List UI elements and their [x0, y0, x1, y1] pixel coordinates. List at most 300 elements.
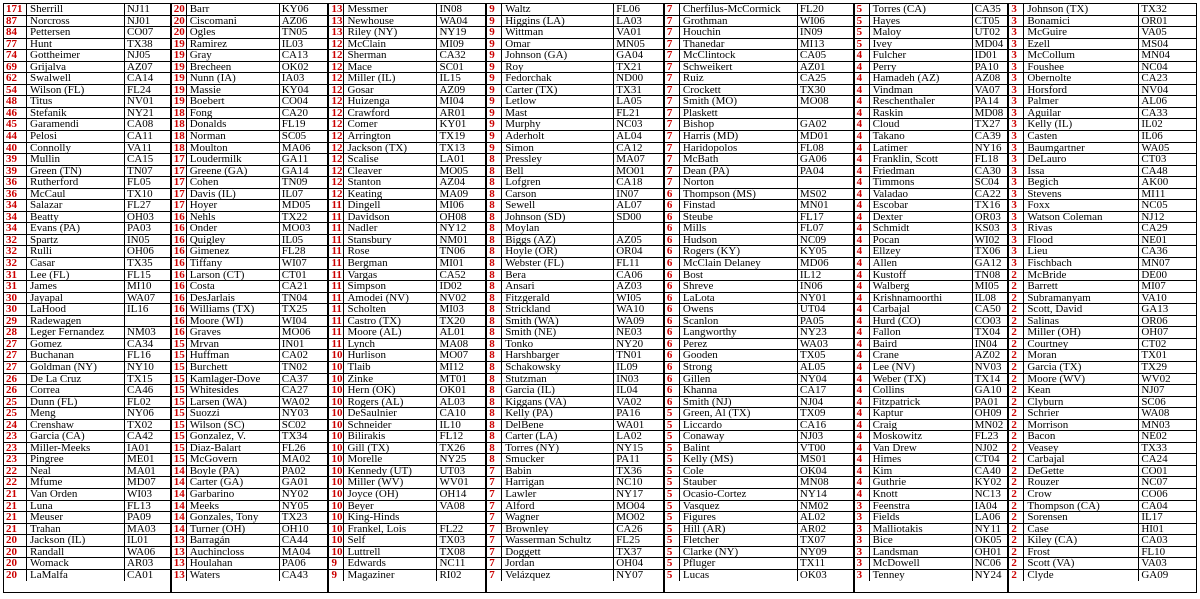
- member-name-cell: Dexter: [870, 212, 973, 223]
- table-row: [172, 27, 328, 39]
- district-cell: MT01: [439, 373, 467, 385]
- member-name-cell: Onder: [187, 223, 280, 234]
- member-name-cell: McClain Delaney: [680, 258, 798, 269]
- count-cell: 26: [4, 385, 27, 396]
- district-cell: UT03: [439, 465, 466, 477]
- table-row: [1009, 420, 1196, 432]
- district-cell: TX13: [439, 142, 466, 154]
- member-name-cell: Subramanyam: [1024, 293, 1139, 304]
- district-cell: MD01: [799, 131, 829, 142]
- table-row: [487, 235, 663, 247]
- count-cell: 16: [173, 281, 185, 293]
- member-name-cell: Brecheen: [187, 62, 280, 73]
- count-cell: 9: [487, 119, 502, 130]
- count-cell: 6: [665, 350, 680, 361]
- table-row: [172, 270, 328, 282]
- count-cell: 3: [1009, 235, 1024, 246]
- table-row: [487, 316, 663, 328]
- member-name-cell: Hamadeh (AZ): [870, 73, 973, 84]
- table-row: [172, 293, 328, 305]
- district-cell: TN08: [974, 269, 1001, 281]
- district-cell: MO02: [616, 512, 645, 523]
- district-cell: PA11: [616, 454, 640, 465]
- member-name-cell: Mullin: [27, 154, 125, 165]
- count-cell: 19: [173, 84, 185, 96]
- count-cell: 6: [665, 304, 680, 315]
- count-cell: 15: [173, 385, 185, 397]
- member-name-cell: Mrvan: [187, 339, 280, 350]
- district-cell: OH14: [439, 488, 467, 500]
- district-cell: AK00: [1141, 177, 1169, 188]
- member-name-cell: Cherfilus-McCormick: [680, 4, 798, 15]
- district-cell: NY01: [799, 292, 827, 304]
- district-cell: NY05: [281, 500, 309, 512]
- district-cell: WI06: [799, 15, 825, 27]
- count-cell: 16: [173, 269, 185, 281]
- district-cell: NY14: [799, 488, 827, 500]
- count-cell: 8: [487, 397, 502, 408]
- district-cell: FL11: [616, 258, 640, 269]
- district-cell: MN03: [1141, 419, 1171, 431]
- table-row: [665, 350, 853, 362]
- table-row: [855, 454, 1008, 466]
- member-name-cell: Scholten: [344, 304, 437, 315]
- member-name-cell: Mfume: [27, 477, 125, 488]
- table-row: [487, 385, 663, 397]
- count-cell: 5: [665, 454, 680, 465]
- member-name-cell: Bishop: [680, 119, 798, 130]
- table-row: [855, 16, 1008, 28]
- count-cell: 8: [487, 189, 502, 200]
- count-cell: 12: [331, 96, 343, 108]
- table-row: [665, 166, 853, 178]
- member-name-cell: Rutherford: [27, 177, 125, 188]
- table-row: [487, 246, 663, 258]
- table-row: [329, 4, 485, 16]
- district-cell: MN08: [799, 477, 829, 488]
- district-cell: IN06: [799, 281, 823, 292]
- district-cell: UT02: [974, 27, 1001, 38]
- count-cell: 4: [855, 408, 870, 419]
- table-row: [1009, 477, 1196, 489]
- count-cell: 8: [487, 420, 502, 431]
- table-row: [172, 200, 328, 212]
- count-cell: 23: [4, 431, 27, 442]
- count-cell: 9: [329, 570, 344, 582]
- count-cell: 17: [173, 200, 185, 212]
- member-name-cell: DeLauro: [1024, 154, 1139, 165]
- district-cell: WA09: [616, 315, 645, 327]
- district-cell: MI10: [127, 281, 152, 292]
- member-name-cell: Stefanik: [27, 108, 125, 119]
- table-row: [172, 362, 328, 374]
- table-row: [4, 189, 170, 201]
- count-cell: 2: [1009, 374, 1024, 385]
- table-row: [665, 408, 853, 420]
- district-cell: TX02: [127, 419, 153, 431]
- table-row: [4, 246, 170, 258]
- count-cell: 18: [173, 107, 185, 119]
- table-row: [855, 339, 1008, 351]
- district-cell: IN05: [127, 234, 150, 246]
- district-cell: TX31: [616, 84, 642, 96]
- count-cell: 5: [665, 535, 680, 546]
- member-name-cell: Ocasio-Cortez: [680, 489, 798, 500]
- table-row: [1009, 443, 1196, 455]
- member-name-cell: Fedorchak: [502, 73, 614, 84]
- district-cell: IL15: [439, 73, 461, 84]
- count-cell: 6: [665, 212, 680, 223]
- count-cell: 46: [4, 108, 27, 119]
- table-row: [855, 73, 1008, 85]
- count-cell: 11: [329, 200, 344, 211]
- table-row: [4, 431, 170, 443]
- table-row: [4, 131, 170, 143]
- table-row: [855, 477, 1008, 489]
- district-cell: CO07: [127, 27, 154, 38]
- table-row: [1009, 558, 1196, 570]
- table-row: [4, 258, 170, 270]
- count-cell: 12: [331, 142, 343, 154]
- member-name-cell: Larson (CT): [187, 270, 280, 281]
- table-row: [665, 535, 853, 547]
- district-cell: AL05: [799, 361, 826, 373]
- table-row: [487, 189, 663, 201]
- district-cell: OK03: [799, 569, 827, 581]
- member-name-cell: Gray: [187, 50, 280, 61]
- member-name-cell: Hunt: [27, 39, 125, 50]
- table-row: [172, 570, 328, 582]
- member-name-cell: Langworthy: [680, 327, 798, 338]
- count-cell: 13: [173, 546, 185, 558]
- count-cell: 7: [665, 50, 680, 61]
- count-cell: 26: [4, 374, 27, 385]
- member-name-cell: Lucas: [680, 570, 798, 582]
- district-cell: TX15: [127, 373, 153, 385]
- table-row: [487, 131, 663, 143]
- member-name-cell: Costa: [187, 281, 280, 292]
- district-cell: NY19: [439, 27, 467, 38]
- district-cell: FL21: [616, 107, 641, 119]
- member-name-cell: Letlow: [502, 96, 614, 107]
- district-cell: TX32: [1141, 4, 1167, 15]
- table-row: [665, 96, 853, 108]
- count-cell: 10: [331, 408, 343, 420]
- member-name-cell: Hern (OK): [344, 385, 437, 396]
- district-cell: PA14: [974, 96, 999, 107]
- count-cell: 19: [173, 61, 185, 73]
- table-row: [665, 304, 853, 316]
- count-cell: 20: [4, 535, 27, 546]
- count-cell: 17: [173, 188, 185, 200]
- district-cell: VA01: [616, 27, 642, 38]
- table-row: [665, 443, 853, 455]
- table-row: [172, 327, 328, 339]
- table-row: [1009, 374, 1196, 386]
- table-row: [855, 304, 1008, 316]
- district-cell: NE03: [616, 327, 642, 338]
- member-name-cell: Williams (TX): [187, 304, 280, 315]
- table-row: [665, 397, 853, 409]
- count-cell: 8: [487, 374, 502, 385]
- member-name-cell: Van Drew: [870, 443, 973, 454]
- count-cell: 5: [665, 408, 680, 419]
- table-row: [172, 166, 328, 178]
- count-cell: 4: [855, 304, 870, 315]
- count-cell: 7: [665, 73, 680, 84]
- table-row: [4, 235, 170, 247]
- count-cell: 8: [487, 454, 502, 465]
- count-cell: 4: [855, 200, 870, 211]
- member-name-cell: Graves: [187, 327, 280, 338]
- member-name-cell: Friedman: [870, 166, 973, 177]
- member-name-cell: Wasserman Schultz: [502, 535, 614, 546]
- count-cell: 10: [331, 512, 343, 524]
- district-cell: OH07: [1141, 327, 1169, 338]
- table-row: [4, 96, 170, 108]
- member-name-cell: DeGette: [1024, 466, 1139, 477]
- member-name-cell: Pfluger: [680, 558, 798, 569]
- table-row: [665, 177, 853, 189]
- member-name-cell: Johnson (SD): [502, 212, 614, 223]
- count-cell: 6: [665, 397, 680, 408]
- count-cell: 9: [487, 143, 502, 154]
- district-cell: OK01: [439, 385, 467, 396]
- district-cell: VA11: [127, 142, 153, 154]
- district-cell: FL16: [127, 350, 151, 361]
- count-cell: 17: [173, 154, 185, 166]
- table-row: [1009, 119, 1196, 131]
- district-cell: AZ02: [974, 350, 1001, 361]
- district-cell: VA05: [1141, 27, 1167, 38]
- table-row: [329, 524, 485, 536]
- district-cell: TX19: [439, 131, 466, 142]
- table-row: [4, 374, 170, 386]
- member-name-cell: Wittman: [502, 27, 614, 38]
- member-name-cell: Ansari: [502, 281, 614, 292]
- table-row: [1009, 304, 1196, 316]
- count-cell: 23: [4, 443, 27, 454]
- table-row: [665, 108, 853, 120]
- district-cell: IL06: [1141, 131, 1163, 142]
- district-cell: IL12: [799, 269, 822, 281]
- member-name-cell: Cole: [680, 466, 798, 477]
- count-cell: 74: [4, 50, 27, 61]
- table-row: [172, 131, 328, 143]
- table-row: [329, 477, 485, 489]
- count-cell: 3: [855, 501, 870, 512]
- district-cell: NE02: [1141, 431, 1167, 442]
- district-cell: CA44: [281, 535, 308, 546]
- district-cell: LA03: [616, 15, 642, 27]
- district-cell: CA24: [1141, 454, 1168, 465]
- district-cell: NV01: [127, 96, 154, 107]
- member-name-cell: Raskin: [870, 108, 973, 119]
- count-cell: 10: [331, 535, 343, 547]
- count-cell: 5: [665, 420, 680, 431]
- member-name-cell: Smith (MO): [680, 96, 798, 107]
- district-cell: NY10: [127, 361, 154, 373]
- district-cell: CA42: [127, 431, 154, 442]
- table-row: [172, 258, 328, 270]
- member-name-cell: Auchincloss: [187, 547, 280, 558]
- count-cell: 8: [487, 443, 502, 454]
- count-cell: 2: [1009, 524, 1024, 535]
- district-cell: NY21: [127, 107, 154, 119]
- table-row: [487, 293, 663, 305]
- count-cell: 7: [487, 489, 502, 500]
- count-cell: 7: [487, 466, 502, 477]
- table-row: [487, 524, 663, 536]
- district-cell: TX03: [439, 535, 466, 546]
- member-name-cell: Torres (NY): [502, 443, 614, 454]
- count-cell: 6: [665, 385, 680, 396]
- count-cell: 12: [331, 131, 343, 143]
- table-row: [487, 327, 663, 339]
- member-name-cell: Balint: [680, 443, 798, 454]
- table-row: [487, 558, 663, 570]
- table-row: [855, 547, 1008, 559]
- member-name-cell: Gonzales, Tony: [187, 512, 280, 523]
- table-row: [665, 489, 853, 501]
- count-cell: 3: [1009, 85, 1024, 96]
- count-cell: 2: [1009, 570, 1024, 582]
- district-cell: IA03: [281, 73, 305, 84]
- table-row: [665, 466, 853, 478]
- district-cell: AZ07: [127, 61, 153, 73]
- district-cell: TX37: [616, 546, 642, 558]
- count-cell: 15: [173, 442, 185, 454]
- member-name-cell: Newhouse: [344, 16, 437, 27]
- district-cell: TX36: [616, 465, 642, 477]
- member-name-cell: Randall: [27, 547, 125, 558]
- count-cell: 40: [4, 143, 27, 154]
- district-cell: FL13: [127, 500, 151, 512]
- table-row: [329, 466, 485, 478]
- count-cell: 14: [173, 500, 185, 512]
- count-cell: 3: [1009, 246, 1024, 257]
- member-name-cell: Rogers (AL): [344, 397, 437, 408]
- table-row: [329, 385, 485, 397]
- table-row: [665, 524, 853, 536]
- district-cell: TX05: [799, 350, 826, 361]
- district-cell: NY16: [974, 142, 1002, 154]
- member-name-cell: Greene (GA): [187, 166, 280, 177]
- count-cell: 16: [173, 234, 185, 246]
- district-cell: MD04: [974, 38, 1004, 50]
- district-cell: CA15: [127, 154, 154, 165]
- district-cell: OK04: [799, 465, 827, 477]
- member-name-cell: Haridopolos: [680, 143, 798, 154]
- count-cell: 10: [331, 488, 343, 500]
- count-cell: 4: [855, 374, 870, 385]
- table-row: [487, 258, 663, 270]
- count-cell: 5: [665, 547, 680, 558]
- district-cell: OK05: [974, 535, 1002, 546]
- table-row: [1009, 50, 1196, 62]
- district-cell: NY02: [281, 488, 309, 500]
- member-name-cell: Morrison: [1024, 420, 1139, 431]
- district-cell: FL27: [127, 200, 151, 211]
- district-cell: MI04: [439, 96, 464, 107]
- member-name-cell: Houlahan: [187, 558, 280, 569]
- member-name-cell: Casar: [27, 258, 125, 269]
- count-cell: 2: [1009, 501, 1024, 512]
- count-cell: 15: [173, 408, 185, 420]
- table-row: [329, 235, 485, 247]
- table-row: [329, 535, 485, 547]
- district-cell: OH01: [974, 546, 1002, 558]
- table-row: [329, 189, 485, 201]
- count-cell: 2: [1009, 454, 1024, 465]
- member-name-cell: Goldman (NY): [27, 362, 125, 373]
- member-name-cell: Harshbarger: [502, 350, 614, 361]
- district-cell: OR03: [974, 211, 1001, 223]
- member-name-cell: Krishnamoorthi: [870, 293, 973, 304]
- count-cell: 11: [329, 258, 344, 269]
- member-name-cell: Lee (NV): [870, 362, 973, 373]
- district-cell: AZ09: [439, 84, 466, 96]
- member-name-cell: McClintock: [680, 50, 798, 61]
- member-name-cell: Waltz: [502, 4, 614, 15]
- district-cell: CA18: [616, 177, 643, 188]
- count-cell: 10: [331, 465, 343, 477]
- member-name-cell: Roy: [502, 62, 614, 73]
- count-cell: 8: [487, 154, 502, 165]
- count-cell: 14: [173, 523, 185, 535]
- member-name-cell: Timmons: [870, 177, 973, 188]
- district-cell: CT02: [1141, 338, 1167, 350]
- table-row: [665, 16, 853, 28]
- table-row: [487, 304, 663, 316]
- district-cell: IL07: [281, 188, 304, 200]
- member-name-cell: Gill (TX): [344, 443, 437, 454]
- table-row: [4, 570, 170, 582]
- member-name-cell: Whitesides: [187, 385, 280, 396]
- member-name-cell: Bell: [502, 166, 614, 177]
- district-cell: TN02: [281, 361, 308, 373]
- district-cell: WI04: [281, 315, 307, 327]
- member-name-cell: McBath: [680, 154, 798, 165]
- table-row: [1009, 466, 1196, 478]
- member-name-cell: Garcia (IL): [502, 385, 614, 396]
- district-cell: TN06: [439, 246, 466, 258]
- member-name-cell: Kelly (PA): [502, 408, 614, 419]
- table-row: [4, 16, 170, 28]
- member-name-cell: Flood: [1024, 235, 1139, 246]
- count-cell: 69: [4, 62, 27, 73]
- table-row: [855, 223, 1008, 235]
- count-cell: 7: [665, 143, 680, 154]
- count-cell: 32: [4, 258, 27, 269]
- member-name-cell: Kiley (CA): [1024, 535, 1139, 546]
- table-row: [855, 397, 1008, 409]
- district-cell: FL02: [127, 396, 151, 408]
- count-cell: 5: [665, 489, 680, 500]
- table-row: [487, 108, 663, 120]
- member-name-cell: Nehls: [187, 212, 280, 223]
- table-row: [172, 223, 328, 235]
- table-row: [487, 489, 663, 501]
- count-cell: 5: [855, 16, 870, 27]
- member-name-cell: Sewell: [502, 200, 614, 211]
- district-cell: [798, 177, 853, 188]
- count-cell: 2: [1009, 270, 1024, 281]
- member-name-cell: DesJarlais: [187, 293, 280, 304]
- table-row: [487, 512, 663, 524]
- member-name-cell: Wilson (SC): [187, 420, 280, 431]
- table-row: [855, 281, 1008, 293]
